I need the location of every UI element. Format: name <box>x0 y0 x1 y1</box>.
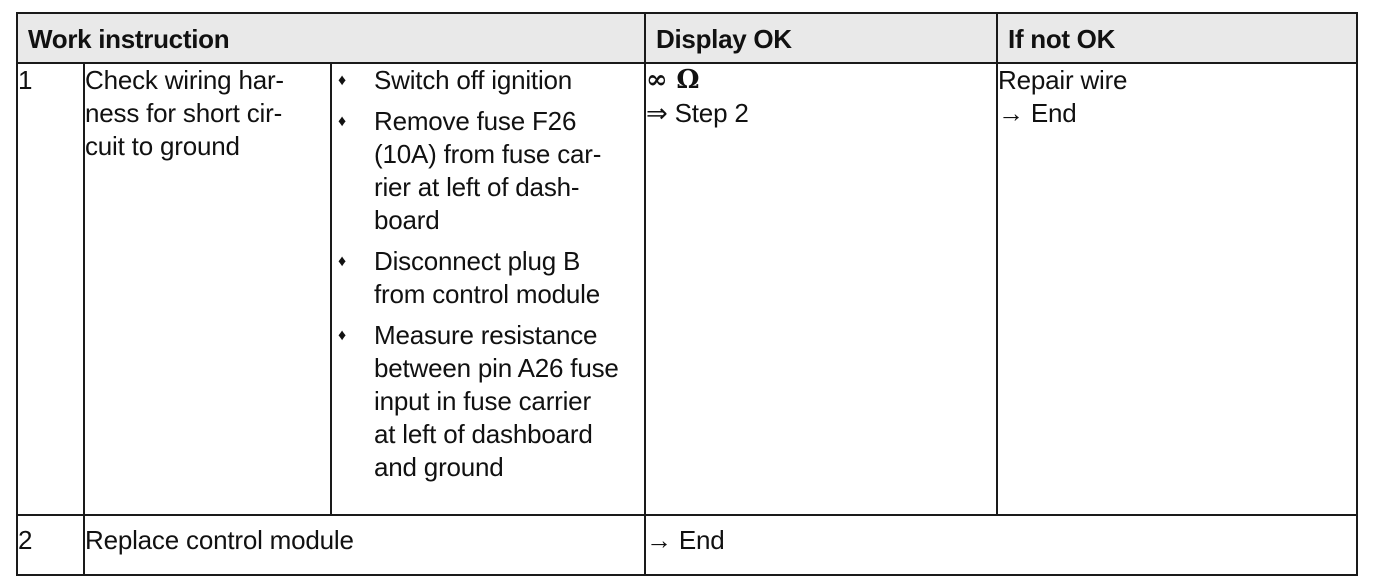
step-number: 2 <box>17 515 84 575</box>
resistance-infinity-value: ∞ Ω <box>646 65 700 95</box>
work-instruction-table <box>16 12 1358 576</box>
diamond-bullet-icon: ♦ <box>338 72 346 89</box>
list-item <box>332 245 644 311</box>
description-line: ness for short cir- <box>85 98 283 128</box>
display-ok-cell <box>645 63 997 515</box>
step-description <box>84 63 331 515</box>
instruction-list <box>332 64 644 484</box>
if-not-ok-cell <box>997 63 1357 515</box>
display-ok-cell: → End <box>645 515 1357 575</box>
end-reference: → End <box>998 98 1077 128</box>
description-line: cuit to ground <box>85 131 240 161</box>
description-line: Check wiring har- <box>85 65 284 95</box>
table-header-row <box>17 13 1357 63</box>
instruction-text: Remove fuse F26 (10A) from fuse car- rier at left of dash- board <box>374 106 602 235</box>
list-item <box>332 105 644 237</box>
diamond-bullet-icon: ♦ <box>338 253 346 270</box>
step-number: 1 <box>17 63 84 515</box>
diamond-bullet-icon: ♦ <box>338 327 346 344</box>
next-step-link: ⇒ Step 2 <box>646 98 749 128</box>
instruction-text: Switch off ignition <box>374 65 573 95</box>
list-item <box>332 319 644 484</box>
remedy-text: Repair wire <box>998 65 1128 95</box>
instruction-text: Disconnect plug B from control module <box>374 246 600 309</box>
table-row <box>17 63 1357 515</box>
header-display-ok: Display OK <box>645 13 997 63</box>
instruction-text: Measure resistance between pin A26 fuse input in fuse carrier at left of dashboard and ground <box>374 320 619 482</box>
header-if-not-ok: If not OK <box>997 13 1357 63</box>
table-row <box>17 515 1357 575</box>
diamond-bullet-icon: ♦ <box>338 113 346 130</box>
step-description: Replace control module <box>84 515 645 575</box>
header-work-instruction: Work instruction <box>17 13 645 63</box>
step-instructions <box>331 63 645 515</box>
list-item <box>332 64 644 97</box>
